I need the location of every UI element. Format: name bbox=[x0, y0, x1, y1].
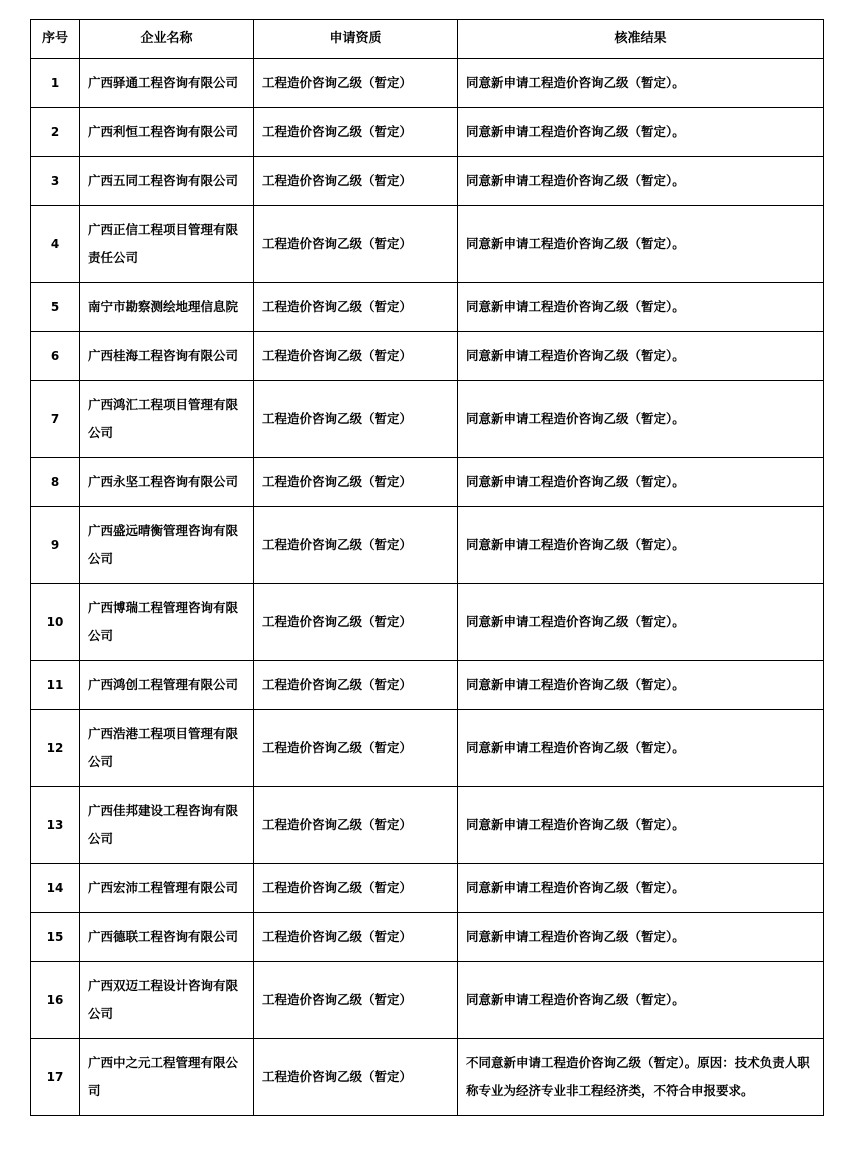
row-number: 5 bbox=[31, 283, 80, 332]
row-number: 14 bbox=[31, 864, 80, 913]
qualification: 工程造价咨询乙级（暂定） bbox=[254, 332, 458, 381]
table-row bbox=[31, 913, 824, 962]
company-name: 广西双迈工程设计咨询有限公司 bbox=[80, 962, 254, 1039]
header-company: 企业名称 bbox=[80, 20, 254, 59]
table-row bbox=[31, 381, 824, 458]
table-row bbox=[31, 787, 824, 864]
row-number: 10 bbox=[31, 584, 80, 661]
approval-result: 同意新申请工程造价咨询乙级（暂定）。 bbox=[458, 661, 824, 710]
table-row bbox=[31, 108, 824, 157]
company-name: 广西利恒工程咨询有限公司 bbox=[80, 108, 254, 157]
company-name: 广西盛远晴衡管理咨询有限公司 bbox=[80, 507, 254, 584]
table-header-row bbox=[31, 20, 824, 59]
row-number: 12 bbox=[31, 710, 80, 787]
approval-result: 同意新申请工程造价咨询乙级（暂定）。 bbox=[458, 59, 824, 108]
row-number: 1 bbox=[31, 59, 80, 108]
approval-result: 同意新申请工程造价咨询乙级（暂定）。 bbox=[458, 157, 824, 206]
table-row bbox=[31, 59, 824, 108]
company-name: 广西永坚工程咨询有限公司 bbox=[80, 458, 254, 507]
company-name: 广西鸿创工程管理有限公司 bbox=[80, 661, 254, 710]
table-row bbox=[31, 710, 824, 787]
company-name: 广西鸿汇工程项目管理有限公司 bbox=[80, 381, 254, 458]
header-result: 核准结果 bbox=[458, 20, 824, 59]
qualification: 工程造价咨询乙级（暂定） bbox=[254, 962, 458, 1039]
table-row bbox=[31, 283, 824, 332]
company-name: 广西浩港工程项目管理有限公司 bbox=[80, 710, 254, 787]
approval-result: 同意新申请工程造价咨询乙级（暂定）。 bbox=[458, 108, 824, 157]
qualification: 工程造价咨询乙级（暂定） bbox=[254, 458, 458, 507]
table-row bbox=[31, 962, 824, 1039]
row-number: 17 bbox=[31, 1039, 80, 1116]
company-name: 广西桂海工程咨询有限公司 bbox=[80, 332, 254, 381]
row-number: 13 bbox=[31, 787, 80, 864]
qualification: 工程造价咨询乙级（暂定） bbox=[254, 283, 458, 332]
qualification: 工程造价咨询乙级（暂定） bbox=[254, 584, 458, 661]
approval-result: 不同意新申请工程造价咨询乙级（暂定）。原因：技术负责人职称专业为经济专业非工程经济类，不符合申报要求。 bbox=[458, 1039, 824, 1116]
qualification: 工程造价咨询乙级（暂定） bbox=[254, 864, 458, 913]
company-name: 广西正信工程项目管理有限责任公司 bbox=[80, 206, 254, 283]
table-row bbox=[31, 332, 824, 381]
company-name: 广西五同工程咨询有限公司 bbox=[80, 157, 254, 206]
header-seq: 序号 bbox=[31, 20, 80, 59]
qualification: 工程造价咨询乙级（暂定） bbox=[254, 59, 458, 108]
row-number: 3 bbox=[31, 157, 80, 206]
company-name: 广西佳邦建设工程咨询有限公司 bbox=[80, 787, 254, 864]
qualification: 工程造价咨询乙级（暂定） bbox=[254, 206, 458, 283]
approval-result: 同意新申请工程造价咨询乙级（暂定）。 bbox=[458, 206, 824, 283]
qualification: 工程造价咨询乙级（暂定） bbox=[254, 108, 458, 157]
qualification: 工程造价咨询乙级（暂定） bbox=[254, 913, 458, 962]
approval-result: 同意新申请工程造价咨询乙级（暂定）。 bbox=[458, 507, 824, 584]
row-number: 2 bbox=[31, 108, 80, 157]
company-name: 广西博瑞工程管理咨询有限公司 bbox=[80, 584, 254, 661]
company-name: 广西德联工程咨询有限公司 bbox=[80, 913, 254, 962]
qualification: 工程造价咨询乙级（暂定） bbox=[254, 381, 458, 458]
approval-result: 同意新申请工程造价咨询乙级（暂定）。 bbox=[458, 283, 824, 332]
row-number: 4 bbox=[31, 206, 80, 283]
row-number: 7 bbox=[31, 381, 80, 458]
company-name: 广西宏沛工程管理有限公司 bbox=[80, 864, 254, 913]
approval-table bbox=[30, 19, 824, 1116]
table-row bbox=[31, 206, 824, 283]
qualification: 工程造价咨询乙级（暂定） bbox=[254, 1039, 458, 1116]
row-number: 6 bbox=[31, 332, 80, 381]
table-row bbox=[31, 1039, 824, 1116]
table-row bbox=[31, 864, 824, 913]
table-row bbox=[31, 507, 824, 584]
table-row bbox=[31, 458, 824, 507]
approval-result: 同意新申请工程造价咨询乙级（暂定）。 bbox=[458, 584, 824, 661]
company-name: 广西驿通工程咨询有限公司 bbox=[80, 59, 254, 108]
approval-result: 同意新申请工程造价咨询乙级（暂定）。 bbox=[458, 787, 824, 864]
row-number: 15 bbox=[31, 913, 80, 962]
qualification: 工程造价咨询乙级（暂定） bbox=[254, 507, 458, 584]
qualification: 工程造价咨询乙级（暂定） bbox=[254, 661, 458, 710]
approval-result: 同意新申请工程造价咨询乙级（暂定）。 bbox=[458, 458, 824, 507]
table-row bbox=[31, 661, 824, 710]
company-name: 广西中之元工程管理有限公司 bbox=[80, 1039, 254, 1116]
header-qualification: 申请资质 bbox=[254, 20, 458, 59]
approval-result: 同意新申请工程造价咨询乙级（暂定）。 bbox=[458, 381, 824, 458]
table-row bbox=[31, 584, 824, 661]
row-number: 16 bbox=[31, 962, 80, 1039]
row-number: 9 bbox=[31, 507, 80, 584]
table-row bbox=[31, 157, 824, 206]
approval-result: 同意新申请工程造价咨询乙级（暂定）。 bbox=[458, 332, 824, 381]
qualification: 工程造价咨询乙级（暂定） bbox=[254, 710, 458, 787]
approval-result: 同意新申请工程造价咨询乙级（暂定）。 bbox=[458, 710, 824, 787]
approval-result: 同意新申请工程造价咨询乙级（暂定）。 bbox=[458, 913, 824, 962]
row-number: 8 bbox=[31, 458, 80, 507]
row-number: 11 bbox=[31, 661, 80, 710]
company-name: 南宁市勘察测绘地理信息院 bbox=[80, 283, 254, 332]
approval-result: 同意新申请工程造价咨询乙级（暂定）。 bbox=[458, 962, 824, 1039]
qualification: 工程造价咨询乙级（暂定） bbox=[254, 787, 458, 864]
approval-result: 同意新申请工程造价咨询乙级（暂定）。 bbox=[458, 864, 824, 913]
qualification: 工程造价咨询乙级（暂定） bbox=[254, 157, 458, 206]
